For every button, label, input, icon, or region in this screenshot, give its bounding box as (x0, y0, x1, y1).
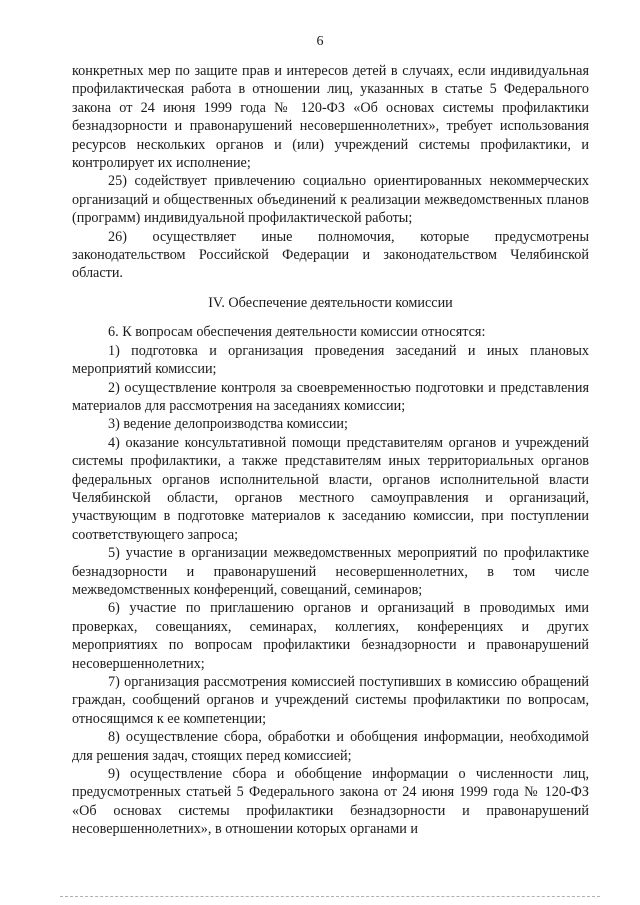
list-item-25: 25) содействует привлечению социально ориентированных некоммерческих организаций и общественных объединений к реализации межведомственных планов (программ) индивидуальной профилактической работы; (72, 173, 589, 227)
list-item-4: 4) оказание консультативной помощи представителям органов и учреждений системы профилактики, а также представителям иных территориальных органов федеральных органов исполнительной власти, органов исполнительной власти Челябинской области, органов местного самоуправления и организаций, участвующим в подготовке материалов к заседанию комиссии, при поступлении соответствующего запроса; (72, 434, 589, 543)
list-item-7: 7) организация рассмотрения комиссией поступивших в комиссию обращений граждан, сообщений органов и учреждений системы профилактики по вопросам, относящимся к ее компетенции; (72, 674, 589, 727)
list-item-6: 6) участие по приглашению органов и организаций в проводимых ими проверках, совещаниях, семинарах, коллегиях, конференциях и других мероприятиях по вопросам профилактики безнадзорности и правонарушений несовершеннолетних; (72, 600, 589, 672)
list-item-3: 3) ведение делопроизводства комиссии; (108, 416, 348, 433)
list-item-26: 26) осуществляет иные полномочия, которые предусмотрены законодательством Российской Федерации и законодательством Челябинской области. (72, 228, 589, 282)
page-number: 6 (316, 34, 324, 49)
list-item-1: 1) подготовка и организация проведения заседаний и иных плановых мероприятий комиссии; (72, 342, 589, 378)
list-item-9: 9) осуществление сбора и обобщение информации о численности лиц, предусмотренных статьей 5 Федерального закона от 24 июня 1999 года № 120-ФЗ «Об основах системы профилактики безнадзорности и правонарушений несовершеннолетних», в отношении которых органами и (72, 766, 589, 838)
section-intro: 6. К вопросам обеспечения деятельности комиссии относятся: (108, 324, 486, 341)
list-item-8: 8) осуществление сбора, обработки и обобщения информации, необходимой для решения задач, стоящих перед комиссией; (72, 729, 589, 764)
list-item-2: 2) осуществление контроля за своевременностью подготовки и представления материалов для рассмотрения на заседаниях комиссии; (72, 379, 589, 414)
page-bottom-divider (60, 896, 600, 897)
page-body (72, 62, 589, 839)
list-item-5: 5) участие в организации межведомственных мероприятий по профилактике безнадзорности и правонарушений несовершеннолетних, в том числе межведомственных конференций, совещаний, семинаров; (72, 545, 589, 598)
section-heading: IV. Обеспечение деятельности комиссии (208, 294, 453, 311)
paragraph-continuation: конкретных мер по защите прав и интересов детей в случаях, если индивидуальная профилактическая работа в отношении лиц, указанных в статье 5 Федерального закона от 24 июня 1999 года № 120-ФЗ «Об основах системы профилактики безнадзорности и правонарушений несовершеннолетних», требует использования ресурсов нескольких органов и (или) учреждений системы профилактики, и контролирует их исполнение; (72, 63, 589, 172)
